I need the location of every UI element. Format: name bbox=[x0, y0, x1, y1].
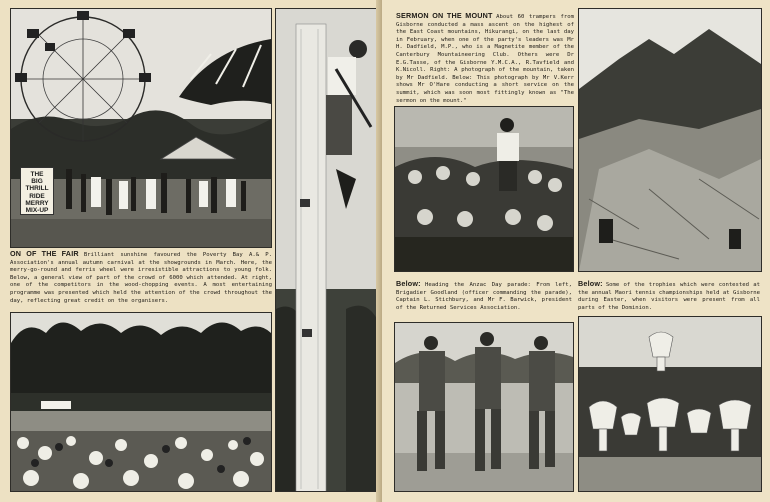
fair-caption bbox=[10, 250, 272, 304]
sign-line: THE bbox=[30, 171, 44, 178]
sign-line: THRILL bbox=[25, 185, 49, 193]
sign-line: MERRY bbox=[25, 199, 49, 207]
caption-heading: Below: bbox=[396, 280, 426, 288]
anzac-parade-photo bbox=[394, 322, 574, 492]
right-page bbox=[382, 0, 770, 502]
trophies-photo bbox=[578, 316, 762, 492]
sign-line: MIX-UP bbox=[25, 207, 49, 215]
ride-sign bbox=[20, 167, 54, 215]
sign-line: BIG bbox=[31, 178, 43, 186]
caption-text: Some of the trophies which were contested at the annual Maori tennis championships held at Gisborne during Easter, when visitors were present from all parts of the Dominion. bbox=[578, 282, 760, 311]
left-page bbox=[0, 0, 382, 502]
summit-caption bbox=[396, 12, 574, 104]
sign-line: RIDE bbox=[29, 192, 45, 200]
crowd-photo bbox=[10, 312, 272, 492]
caption-heading: SERMON ON THE MOUNT bbox=[396, 12, 497, 20]
summit-service-photo bbox=[394, 106, 574, 272]
caption-text: Heading the Anzac Day parade: From left, Brigadier Goodland (officer commanding the parade), Captain L. Stichbury, and Mr F. Barwick, president of the Returned Services Association. bbox=[396, 282, 572, 311]
woodchopper-photo bbox=[275, 8, 378, 492]
caption-heading: Below: bbox=[578, 280, 606, 288]
mountain-photo bbox=[578, 8, 762, 272]
caption-text: Brilliant sunshine favoured the Poverty Bay A.& P. Association's annual autumn carnival at the showgrounds in March. Here, the merry-go-round and ferris wheel were irresistible attractions to young folk. Below, a general view of part of the crowd of 6000 which attended. At right, one of the competitors in the wood-chopping events. A most entertaining programme was presented which held the attention of the crowd throughout the day, reflecting great credit on the organisers. bbox=[10, 252, 272, 304]
caption-text: About 60 trampers from Gisborne conducted a mass ascent on the highest of the East Coast mountains, Hikurangi, on the last day in February, when one of the party's leaders was Mr H. Dadfield, M.P., who is a Magnetite member of the Canterbury Mountaineering Club. Others were Dr E.G.Tasse, of the Gisborne Y.M.C.A., R.Tavfield and K.Nicoll. Right: A photograph of the mountain, taken by Mr Dadfield. Below: This photograph by Mr V.Kerr shows Mr O'Hare conducting a short service on the summit, which was soon most fittingly known as "The sermon on the mount." bbox=[396, 14, 574, 104]
anzac-caption bbox=[396, 280, 572, 320]
caption-heading: ON OF THE FAIR bbox=[10, 250, 84, 258]
trophy-caption bbox=[578, 280, 760, 312]
